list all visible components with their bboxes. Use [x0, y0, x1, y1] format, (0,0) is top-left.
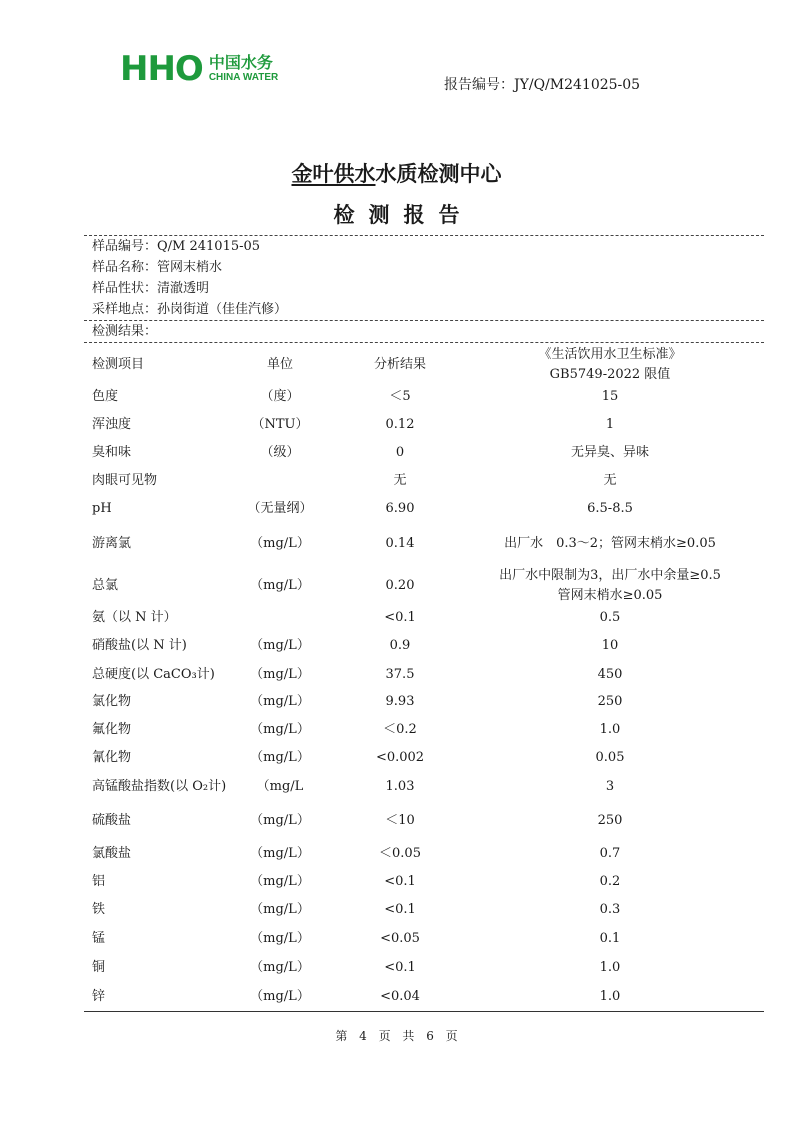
cell-result: 0.9: [389, 638, 411, 653]
cell-item: 氰化物: [92, 750, 132, 765]
cell-result: 6.90: [385, 501, 415, 516]
table-header: [0, 345, 793, 385]
cell-unit: （级）: [260, 445, 300, 460]
cell-unit: （mg/L: [256, 779, 304, 794]
table-row: [0, 412, 793, 438]
table-row: [0, 440, 793, 466]
results-label: 检测结果：: [92, 324, 158, 339]
cell-limit: 250: [597, 813, 623, 828]
cell-item: 色度: [92, 389, 119, 404]
divider-bottom: [84, 1011, 764, 1012]
cell-unit: （mg/L）: [250, 813, 310, 828]
cell-unit: （mg/L）: [250, 874, 310, 889]
cell-limit: 250: [597, 694, 623, 709]
cell-result: ＜10: [385, 813, 415, 828]
cell-limit: 0.05: [595, 750, 625, 765]
cell-unit: （mg/L）: [250, 638, 310, 653]
cell-unit: （度）: [260, 389, 300, 404]
cell-limit: 450: [597, 667, 623, 682]
table-row: [0, 774, 793, 800]
divider-results: [84, 342, 764, 343]
cell-item: 氯化物: [92, 694, 132, 709]
cell-item: 硫酸盐: [92, 813, 132, 828]
cell-limit: 无异臭、异味: [570, 445, 649, 460]
table-row: [0, 897, 793, 923]
cell-result: 1.03: [385, 779, 415, 794]
cell-item: pH: [92, 501, 112, 516]
table-row: [0, 717, 793, 743]
cell-unit: （mg/L）: [250, 750, 310, 765]
sample-name: 样品名称：管网末梢水: [92, 260, 223, 275]
cell-item: 肉眼可见物: [92, 473, 158, 488]
cell-result: <0.1: [384, 960, 416, 975]
cell-limit: 出厂水 0.3～2；管网末梢水≥0.05: [504, 536, 716, 551]
cell-item: 浑浊度: [92, 417, 132, 432]
cell-limit: 1.0: [599, 989, 621, 1004]
cell-unit: （mg/L）: [250, 578, 310, 593]
cell-item: 硝酸盐(以 N 计): [92, 638, 187, 653]
cell-item: 铜: [92, 960, 106, 975]
cell-unit: （mg/L）: [250, 989, 310, 1004]
cell-limit: 0.5: [599, 610, 621, 625]
cell-unit: （mg/L）: [250, 902, 310, 917]
divider-top: [84, 235, 764, 236]
cell-unit: （NTU）: [251, 417, 309, 432]
cell-result: 9.93: [385, 694, 415, 709]
cell-result: 0.14: [385, 536, 415, 551]
cell-item: 总氯: [92, 578, 119, 593]
header-item: 检测项目: [92, 357, 145, 372]
cell-limit: 15: [601, 389, 619, 404]
table-row: [0, 984, 793, 1010]
cell-result: ＜0.2: [383, 722, 417, 737]
cell-limit: 0.1: [599, 931, 621, 946]
cell-item: 氟化物: [92, 722, 132, 737]
sample-id: 样品编号：Q/M 241015-05: [92, 239, 261, 254]
table-row: [0, 745, 793, 771]
cell-limit: 0.2: [599, 874, 621, 889]
cell-item: 臭和味: [92, 445, 132, 460]
table-row: [0, 531, 793, 557]
table-row: [0, 384, 793, 410]
document-title: [0, 160, 793, 188]
cell-result: 无: [393, 473, 407, 488]
header-limit-line2: GB5749-2022 限值: [549, 367, 671, 382]
cell-item: 锌: [92, 989, 106, 1004]
cell-item: 氨（以 N 计）: [92, 610, 177, 625]
cell-limit-line2: 管网末梢水≥0.05: [557, 588, 663, 603]
report-number: 报告编号：JY/Q/M241025-05: [444, 77, 641, 93]
cell-result: <0.04: [380, 989, 420, 1004]
cell-limit: 10: [601, 638, 619, 653]
sample-location: 采样地点：孙岗街道（佳佳汽修）: [92, 302, 288, 317]
cell-result: 0: [395, 445, 405, 460]
table-row: [0, 808, 793, 834]
cell-result: 0.20: [385, 578, 415, 593]
header-limit: [470, 345, 750, 385]
cell-limit: 无: [603, 473, 617, 488]
cell-item: 游离氯: [92, 536, 132, 551]
logo-english: CHINA WATER: [208, 72, 279, 83]
table-row: [0, 926, 793, 952]
title-underlined-part: 金叶供水: [291, 162, 376, 186]
table-row: [0, 955, 793, 981]
table-row: [0, 662, 793, 688]
table-row: [0, 566, 793, 606]
cell-item: 锰: [92, 931, 106, 946]
cell-item: 铝: [92, 874, 106, 889]
cell-unit: （mg/L）: [250, 694, 310, 709]
logo-chinese: 中国水务: [208, 53, 273, 72]
cell-limit: 1.0: [599, 722, 621, 737]
cell-result: <0.1: [384, 874, 416, 889]
cell-result: 0.12: [385, 417, 415, 432]
cell-result: <0.1: [384, 610, 416, 625]
cell-result: ＜5: [389, 389, 411, 404]
logo-mark: HHO: [120, 49, 203, 89]
divider-info: [84, 320, 764, 321]
header-result: 分析结果: [373, 357, 426, 372]
cell-unit: （mg/L）: [250, 667, 310, 682]
cell-result: 37.5: [385, 667, 415, 682]
table-row: [0, 841, 793, 867]
table-row: [0, 605, 793, 631]
cell-unit: （mg/L）: [250, 960, 310, 975]
cell-limit: 3: [605, 779, 615, 794]
header-unit: 单位: [266, 357, 293, 372]
cell-result: <0.05: [380, 931, 420, 946]
company-logo: [120, 49, 279, 89]
cell-item: 铁: [92, 902, 106, 917]
cell-item: 总硬度(以 CaCO₃计): [92, 667, 215, 682]
cell-limit: [470, 566, 750, 606]
cell-limit: 0.3: [599, 902, 621, 917]
table-row: [0, 689, 793, 715]
cell-unit: （mg/L）: [250, 846, 310, 861]
table-row: [0, 496, 793, 522]
cell-result: <0.1: [384, 902, 416, 917]
table-row: [0, 468, 793, 494]
table-row: [0, 633, 793, 659]
cell-result: ＜0.05: [379, 846, 421, 861]
header-limit-line1: 《生活饮用水卫生标准》: [538, 347, 682, 362]
cell-limit: 1.0: [599, 960, 621, 975]
page-footer: 第 4 页 共 6 页: [335, 1029, 458, 1043]
cell-limit-line1: 出厂水中限制为3，出厂水中余量≥0.5: [499, 568, 721, 583]
cell-unit: （无量纲）: [247, 501, 313, 516]
cell-limit: 0.7: [599, 846, 621, 861]
cell-unit: （mg/L）: [250, 722, 310, 737]
cell-limit: 1: [605, 417, 615, 432]
cell-unit: （mg/L）: [250, 536, 310, 551]
cell-limit: 6.5-8.5: [587, 501, 633, 516]
cell-item: 氯酸盐: [92, 846, 132, 861]
document-subtitle: 检测报告: [333, 203, 474, 227]
cell-unit: （mg/L）: [250, 931, 310, 946]
sample-nature: 样品性状：清澈透明: [92, 281, 210, 296]
cell-result: <0.002: [375, 750, 425, 765]
title-rest: 水质检测中心: [375, 162, 502, 186]
cell-item: 高锰酸盐指数(以 O₂计): [92, 779, 227, 794]
table-row: [0, 869, 793, 895]
